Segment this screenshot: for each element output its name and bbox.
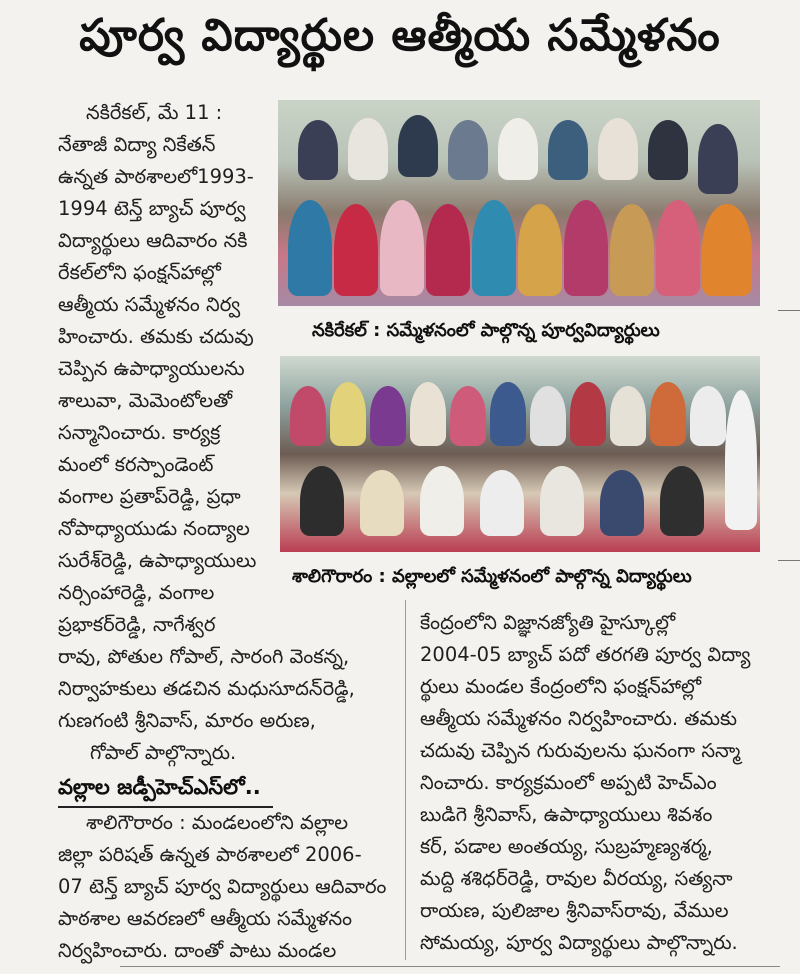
article-line: రేకల్‌లోని ఫంక్షన్‌హాల్లో xyxy=(58,261,221,284)
article-line: ప్రభాకర్‌రెడ్డి, నాగేశ్వర xyxy=(58,613,216,636)
article-line: నోపాధ్యాయుడు నంద్యాల xyxy=(58,517,250,540)
article-line: జిల్లా పరిషత్ ఉన్నత పాఠశాలలో 2006- xyxy=(58,843,362,866)
article-line: మంలో కరస్పాండెంట్ xyxy=(58,453,214,476)
photo-nakirekal-group xyxy=(278,100,760,306)
article-line: రావు, పోతుల గోపాల్, సారంగి వెంకన్న, xyxy=(58,645,350,668)
article-line: మద్ది శశిధర్‌రెడ్డి, రావుల వీరయ్య, సత్యనా xyxy=(420,867,733,890)
article-line: నేతాజీ విద్యా నికేతన్ xyxy=(58,133,216,156)
photo-shaligowraram-group xyxy=(280,356,760,552)
article-line: పాఠశాల ఆవరణలో ఆత్మీయ సమ్మేళనం xyxy=(58,907,353,930)
article-line: శాలువా, మెమెంటోలతో xyxy=(58,389,233,412)
photo-caption: శాలిగౌరారం : వల్లాలలో సమ్మేళనంలో పాల్గొన్న విద్యార్థులు xyxy=(292,566,692,587)
article-line: ఆత్మీయ సమ్మేళనం నిర్వ xyxy=(58,293,241,316)
article-line: కర్, పడాల అంతయ్య, సుబ్రహ్మణ్యశర్మ, xyxy=(420,835,713,858)
article-line: వంగాల ప్రతాప్‌రెడ్డి, ప్రధా xyxy=(58,485,241,508)
article-line: 2004-05 బ్యాచ్ పదో తరగతి పూర్వ విద్యా xyxy=(420,643,751,666)
article-line: సోమయ్య, పూర్వ విద్యార్థులు పాల్గొన్నారు. xyxy=(420,931,738,954)
margin-tick xyxy=(778,310,800,311)
article-line: 1994 టెన్త్ బ్యాచ్ పూర్వ xyxy=(58,197,246,220)
margin-tick xyxy=(778,560,800,561)
article-line: 07 టెన్త్ బ్యాచ్ పూర్వ విద్యార్థులు ఆదివారం xyxy=(58,875,387,898)
article-line: నర్సింహారెడ్డి, వంగాల xyxy=(58,581,215,604)
subheading: వల్లాల జడ్పీహెచ్‌ఎస్‌లో.. xyxy=(58,775,261,799)
article-line: సురేశ్‌రెడ్డి, ఉపాధ్యాయులు xyxy=(58,549,257,572)
article-line: నించారు. కార్యక్రమంలో అప్పటి హెచ్‌ఎం xyxy=(420,771,717,794)
column-divider xyxy=(405,600,406,960)
article-line: సన్మానించారు. కార్యక్ర xyxy=(58,421,221,444)
article-line: కేంద్రంలోని విజ్ఞానజ్యోతి హైస్కూల్లో xyxy=(420,611,676,634)
article-line: ఆత్మీయ సమ్మేళనం నిర్వహించారు. తమకు xyxy=(420,707,737,730)
article-line: విద్యార్థులు ఆదివారం నకి xyxy=(58,229,248,252)
article-line: గోపాల్ పాల్గొన్నారు. xyxy=(90,741,237,764)
article-line: రాయణ, పులిజాల శ్రీనివాస్‌రావు, వేముల xyxy=(420,899,729,922)
photo-caption: నకిరేకల్ : సమ్మేళనంలో పాల్గొన్న పూర్వవిద్యార్థులు xyxy=(312,320,660,341)
article-line: గుణగంటి శ్రీనివాస్, మారం అరుణ, xyxy=(58,709,316,732)
headline: పూర్వ విద్యార్థుల ఆత్మీయ సమ్మేళనం xyxy=(79,10,721,61)
article-line: నిర్వహించారు. దాంతో పాటు మండల xyxy=(58,939,337,962)
article-dateline: నకిరేకల్, మే 11 : xyxy=(86,101,223,124)
article-line: శాలిగౌరారం : మండలంలోని వల్లాల xyxy=(86,811,349,834)
article-line: ర్థులు మండల కేంద్రంలోని ఫంక్షన్‌హాల్లో xyxy=(420,675,702,698)
bottom-rule xyxy=(120,966,780,967)
article-line: బుడిగె శ్రీనివాస్, ఉపాధ్యాయులు శివశం xyxy=(420,803,713,826)
article-line: హించారు. తమకు చదువు xyxy=(58,325,254,348)
article-line: చెప్పిన ఉపాధ్యాయులను xyxy=(58,357,245,380)
article-line: ఉన్నత పాఠశాలలో1993- xyxy=(58,165,254,188)
article-line: నిర్వాహకులు తడచిన మధుసూదన్‌రెడ్డి, xyxy=(58,677,355,700)
article-line: చదువు చెప్పిన గురువులను ఘనంగా సన్మా xyxy=(420,739,741,762)
